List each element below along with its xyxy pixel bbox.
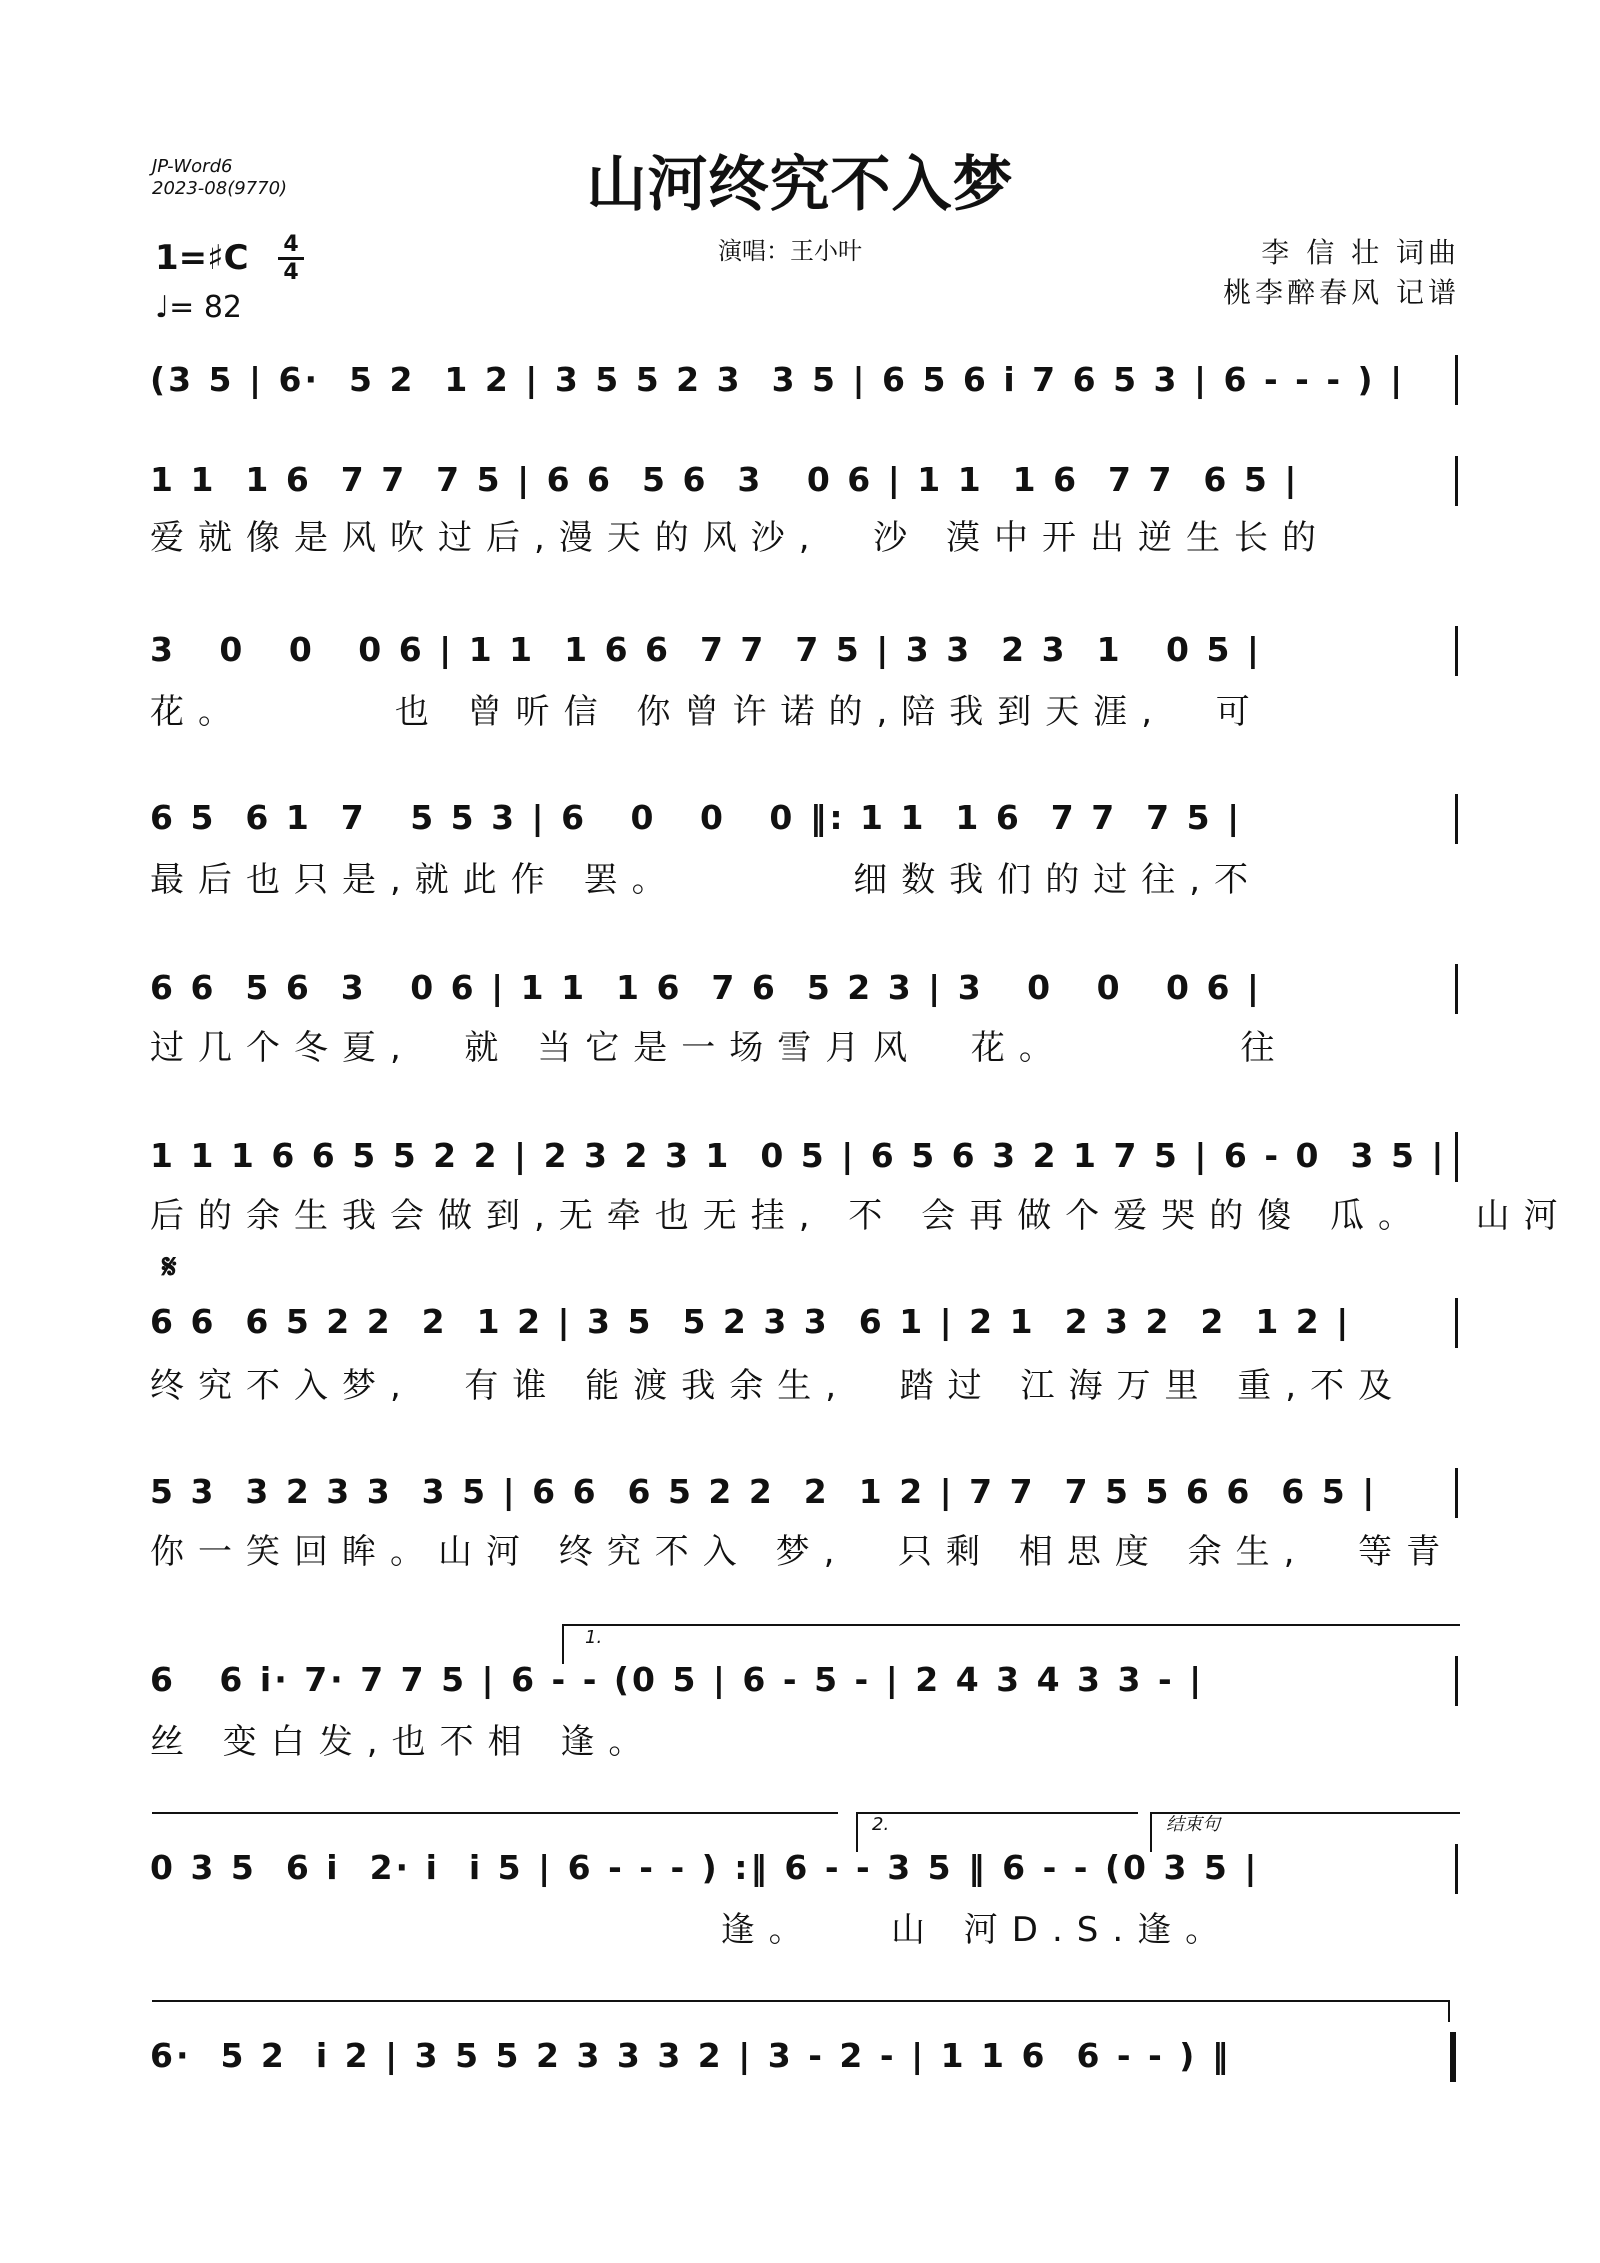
transcriber-credit: 桃李醉春风 记谱 bbox=[1223, 276, 1460, 309]
edition-label: 2023-08(9770) bbox=[152, 178, 288, 199]
score-row-8-notes: 5 3 3 2 3 3 3 5 | 6 6 6 5 2 2 2 1 2 | 7 7 7 5 5 6 6 6 5 | bbox=[150, 1472, 1378, 1511]
score-row-8-lyrics: 你一笑回眸。山河 终究不入 梦, 只剩 相思度 余生, 等青 bbox=[150, 1532, 1455, 1572]
barline bbox=[1455, 964, 1458, 1014]
ending-label: 结束句 bbox=[1166, 1814, 1220, 1835]
score-row-7-lyrics: 终究不入梦, 有谁 能渡我余生, 踏过 江海万里 重,不及 bbox=[150, 1366, 1407, 1406]
volta-1-label: 1. bbox=[585, 1627, 603, 1648]
score-row-2-notes: 1 1 1 6 7 7 7 5 | 6 6 5 6 3 0 6 | 1 1 1 6 7 7 6 5 | bbox=[150, 460, 1300, 499]
barline bbox=[1455, 456, 1458, 506]
score-row-2-lyrics: 爱就像是风吹过后,漫天的风沙, 沙 漠中开出逆生长的 bbox=[150, 518, 1331, 558]
key-signature: 1=♯C bbox=[155, 238, 249, 278]
score-row-6-notes: 1 1 1 6 6 5 5 2 2 | 2 3 2 3 1 0 5 | 6 5 6 3 2 1 7 5 | 6 - 0 3 5 | bbox=[150, 1136, 1447, 1175]
tempo-marking: ♩= 82 bbox=[155, 290, 242, 325]
score-row-4-lyrics: 最后也只是,就此作 罢。 细数我们的过往,不 bbox=[150, 860, 1263, 900]
score-row-3-notes: 3 0 0 0 6 | 1 1 1 6 6 7 7 7 5 | 3 3 2 3 1 0 5 | bbox=[150, 630, 1262, 669]
score-row-11-notes: 6· 5 2 i 2 | 3 5 5 2 3 3 3 2 | 3 - 2 - | 1 1 6 6 - - ) ‖ bbox=[150, 2036, 1232, 2075]
final-barline bbox=[1450, 2032, 1456, 2082]
composer-credit: 李 信 壮 词曲 bbox=[1261, 236, 1460, 269]
score-row-4-notes: 6 5 6 1 7 5 5 3 | 6 0 0 0 ‖: 1 1 1 6 7 7 7 5 | bbox=[150, 798, 1243, 837]
barline bbox=[1455, 1468, 1458, 1518]
score-row-3-lyrics: 花。 也 曾听信 你曾许诺的,陪我到天涯, 可 bbox=[150, 692, 1264, 732]
final-bracket-edge bbox=[1448, 2000, 1450, 2022]
score-row-9-lyrics: 丝 变白发,也不相 逢。 bbox=[150, 1722, 657, 1762]
score-row-10-lyrics: 逢。 山 河D.S.逢。 bbox=[150, 1910, 1234, 1950]
segno-mark: 𝄋 bbox=[162, 1247, 177, 1287]
time-signature-bottom: 4 bbox=[283, 260, 299, 285]
barline bbox=[1455, 1656, 1458, 1706]
score-row-5-lyrics: 过几个冬夏, 就 当它是一场雪月风 花。 往 bbox=[150, 1028, 1289, 1068]
score-row-6-lyrics: 后的余生我会做到,无牵也无挂, 不 会再做个爱哭的傻 瓜。 山河 bbox=[150, 1196, 1572, 1236]
barline bbox=[1455, 355, 1458, 405]
score-row-9-notes: 6 6 i· 7· 7 7 5 | 6 - - (0 5 | 6 - 5 - | 2 4 3 4 3 3 - | bbox=[150, 1660, 1205, 1699]
singer-credit: 演唱：王小叶 bbox=[718, 237, 862, 265]
score-row-5-notes: 6 6 5 6 3 0 6 | 1 1 1 6 7 6 5 2 3 | 3 0 0 0 6 | bbox=[150, 968, 1262, 1007]
barline bbox=[1455, 794, 1458, 844]
score-row-7-notes: 6 6 6 5 2 2 2 1 2 | 3 5 5 2 3 3 6 1 | 2 1 2 3 2 2 1 2 | bbox=[150, 1302, 1352, 1341]
barline bbox=[1455, 1844, 1458, 1894]
barline bbox=[1455, 1298, 1458, 1348]
repeat-bracket bbox=[152, 1812, 838, 1814]
volta-2-bracket bbox=[856, 1812, 1138, 1814]
final-bracket bbox=[152, 2000, 1448, 2002]
software-label: JP-Word6 bbox=[152, 156, 233, 177]
volta-2-label: 2. bbox=[872, 1814, 890, 1835]
time-signature-top: 4 bbox=[283, 232, 299, 257]
barline bbox=[1455, 626, 1458, 676]
score-row-1-notes: (3 5 | 6· 5 2 1 2 | 3 5 5 2 3 3 5 | 6 5 6 i 7 6 5 3 | 6 - - - ) | bbox=[150, 360, 1406, 399]
barline bbox=[1455, 1132, 1458, 1182]
page-title: 山河终究不入梦 bbox=[586, 150, 1014, 220]
volta-1-bracket bbox=[562, 1624, 1460, 1626]
score-row-10-notes: 0 3 5 6 i 2· i i 5 | 6 - - - ) :‖ 6 - - 3 5 ‖ 6 - - (0 3 5 | bbox=[150, 1848, 1260, 1887]
